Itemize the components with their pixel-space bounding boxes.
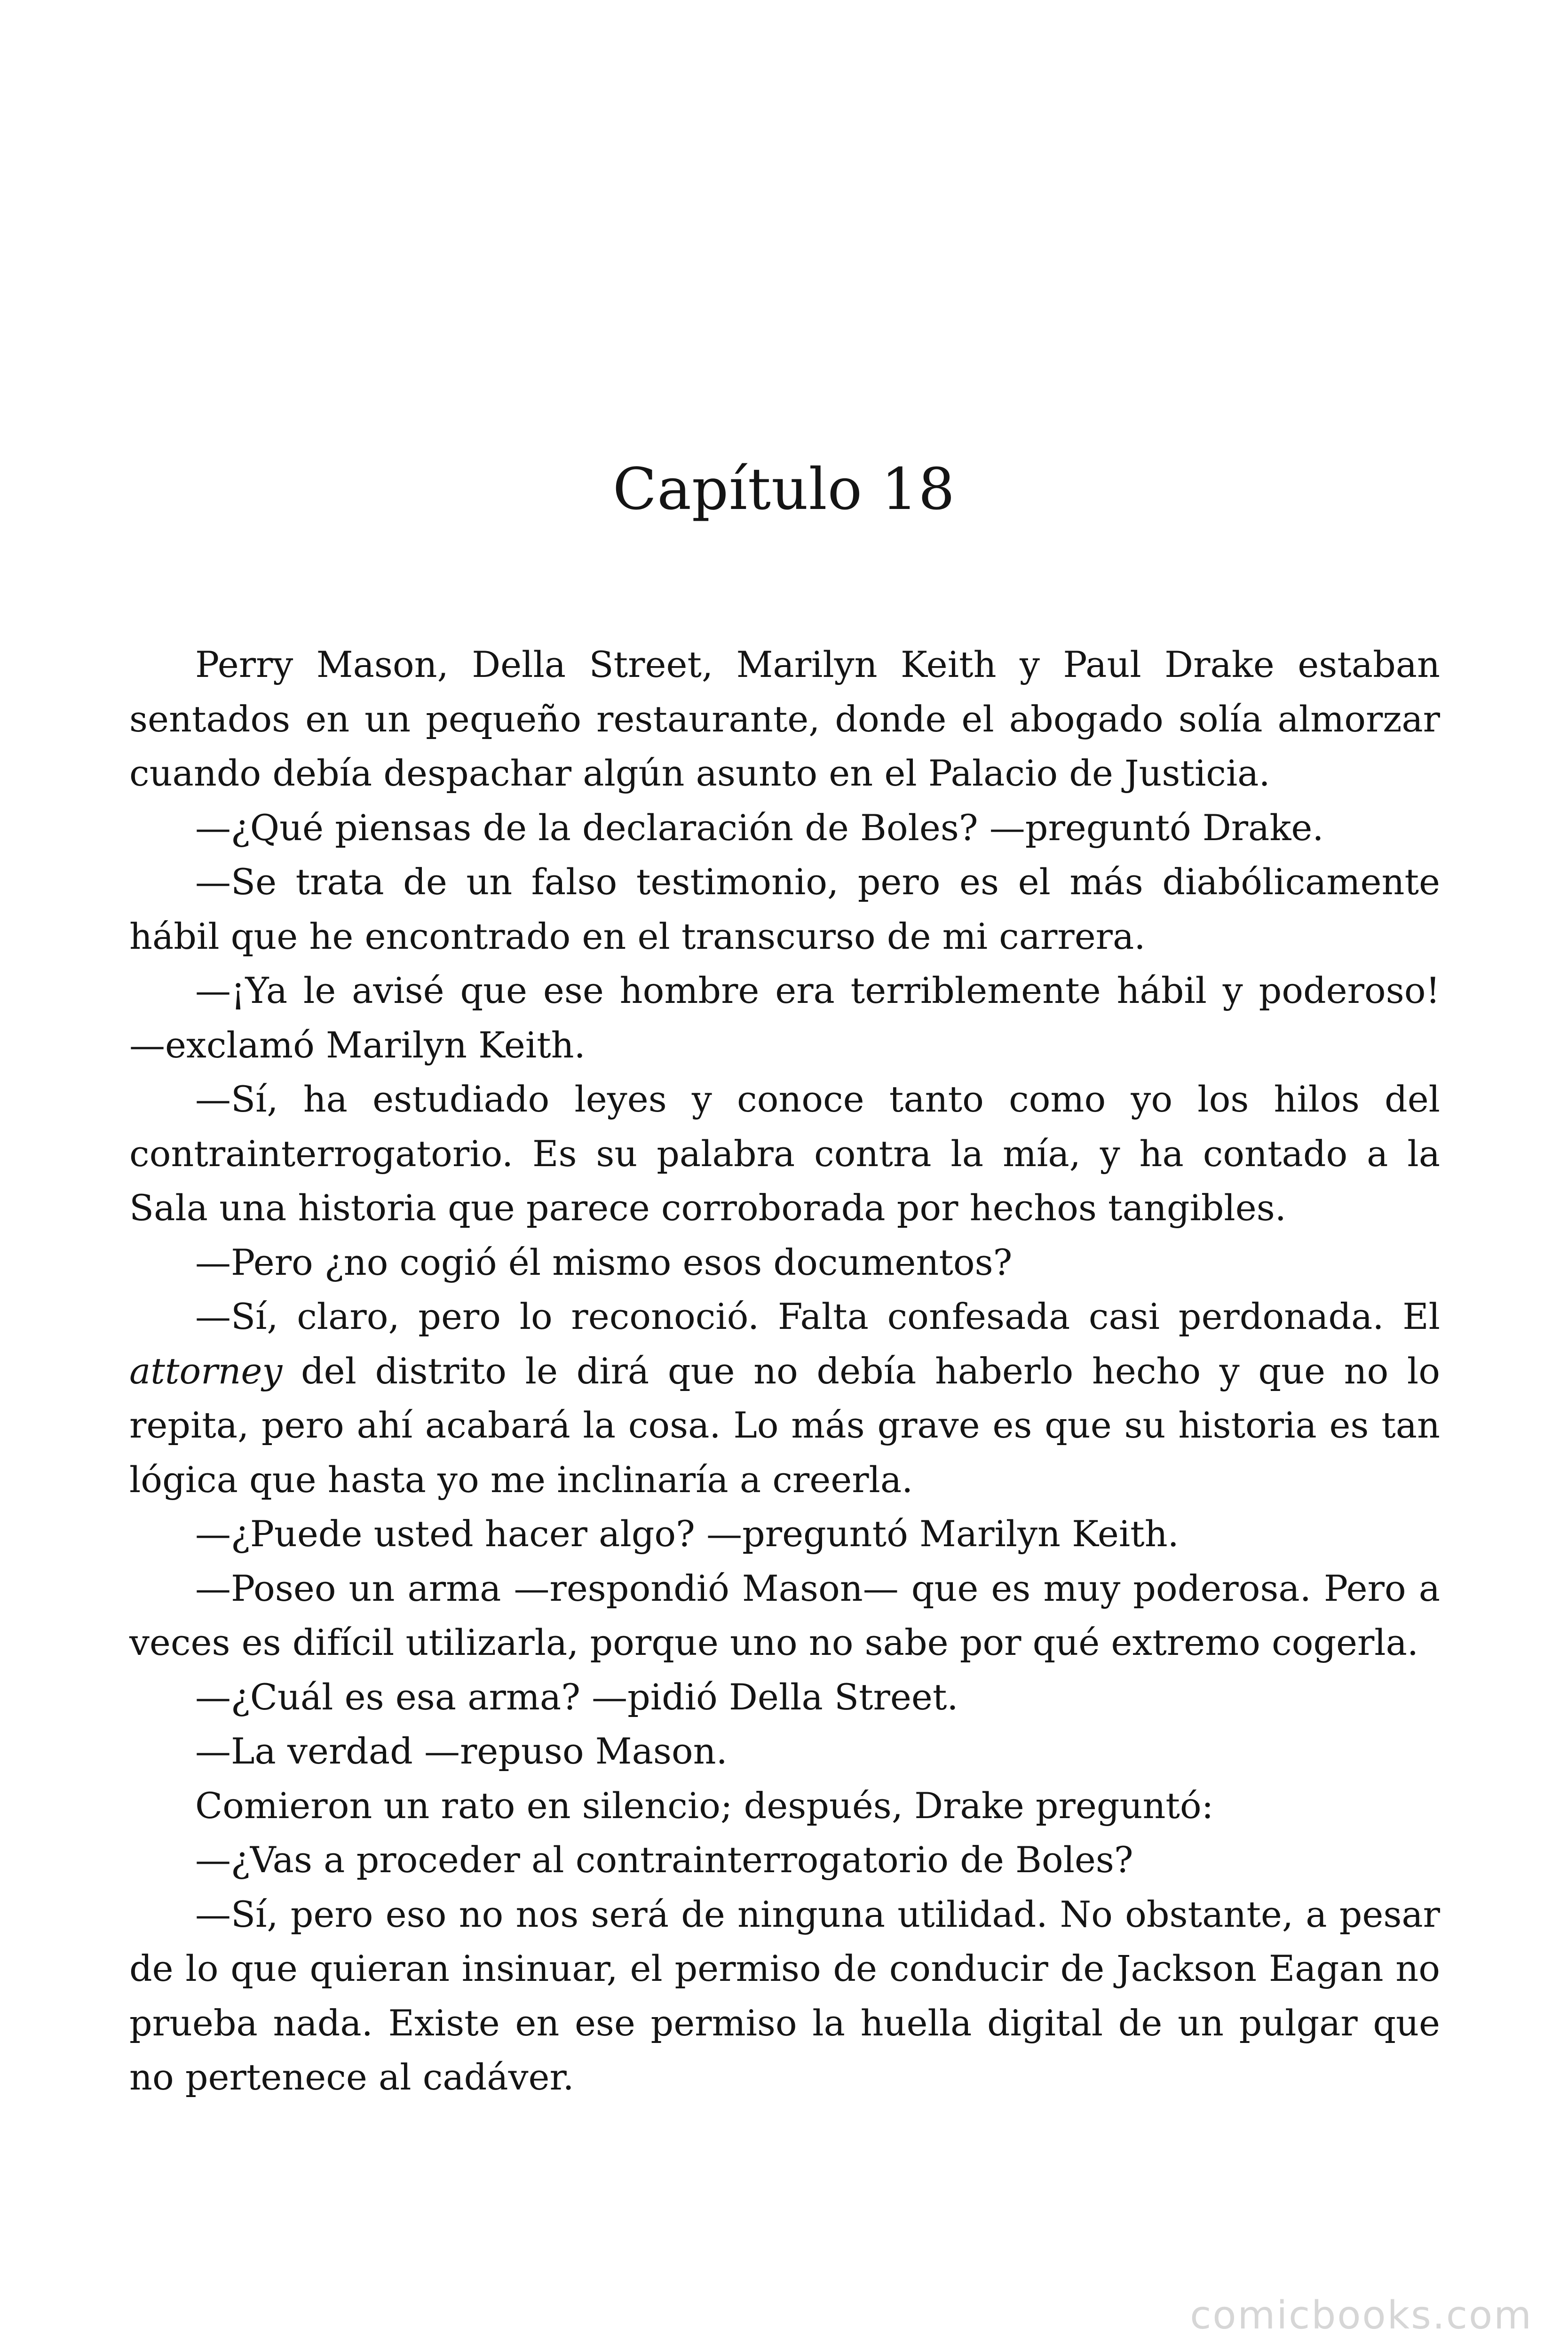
paragraph: Comieron un rato en silencio; después, Drake preguntó: [195, 1784, 1214, 1827]
paragraph: —Pero ¿no cogió él mismo esos documentos? [195, 1241, 1013, 1283]
paragraph: —¿Cuál es esa arma? —pidió Della Street. [195, 1676, 958, 1718]
paragraph: —¿Qué piensas de la declaración de Boles? —preguntó Drake. [195, 806, 1324, 849]
chapter-title: Capítulo 18 [612, 456, 956, 523]
paragraph: —Se trata de un falso testimonio, pero es el más diabólicamente hábil que he encontrado en el transcurso de mi carrera. [129, 861, 1440, 957]
paragraph-text: del distrito le dirá que no debía haberlo hecho y que no lo repita, pero ahí acabará la cosa. Lo más grave es que su historia es tan lógica que hasta yo me inclinaría a creerla. [129, 1350, 1440, 1501]
paragraph: —¿Vas a proceder al contrainterrogatorio de Boles? [195, 1839, 1133, 1881]
paragraph: —La verdad —repuso Mason. [195, 1730, 728, 1772]
paragraph: —Sí, pero eso no nos será de ninguna utilidad. No obstante, a pesar de lo que quieran insinuar, el permiso de conducir de Jackson Eagan no prueba nada. Existe en ese permiso la huella digital de un pulgar que no pertenece al cadáver. [129, 1893, 1440, 2098]
paragraph-with-italic [129, 1289, 1440, 1507]
paragraph-text: —Sí, claro, pero lo reconoció. Falta confesada casi perdonada. El [195, 1295, 1440, 1337]
chapter-body [129, 637, 1440, 2105]
paragraph: —Poseo un arma —respondió Mason— que es muy poderosa. Pero a veces es difícil utilizarla, porque uno no sabe por qué extremo cogerla. [129, 1567, 1440, 1663]
paragraph: —¿Puede usted hacer algo? —preguntó Marilyn Keith. [195, 1513, 1179, 1555]
paragraph: —Sí, ha estudiado leyes y conoce tanto como yo los hilos del contrainterrogatorio. Es su palabra contra la mía, y ha contado a la Sala una historia que parece corroborada por hechos tangibles. [129, 1078, 1440, 1229]
italic-term: attorney [129, 1350, 283, 1392]
paragraph: Perry Mason, Della Street, Marilyn Keith y Paul Drake estaban sentados en un pequeño restaurante, donde el abogado solía almorzar cuando debía despachar algún asunto en el Palacio de Justicia. [129, 644, 1440, 794]
paragraph: —¡Ya le avisé que ese hombre era terriblemente hábil y poderoso! —exclamó Marilyn Keith. [129, 969, 1440, 1066]
watermark: comicbooks.com [1190, 2293, 1533, 2338]
